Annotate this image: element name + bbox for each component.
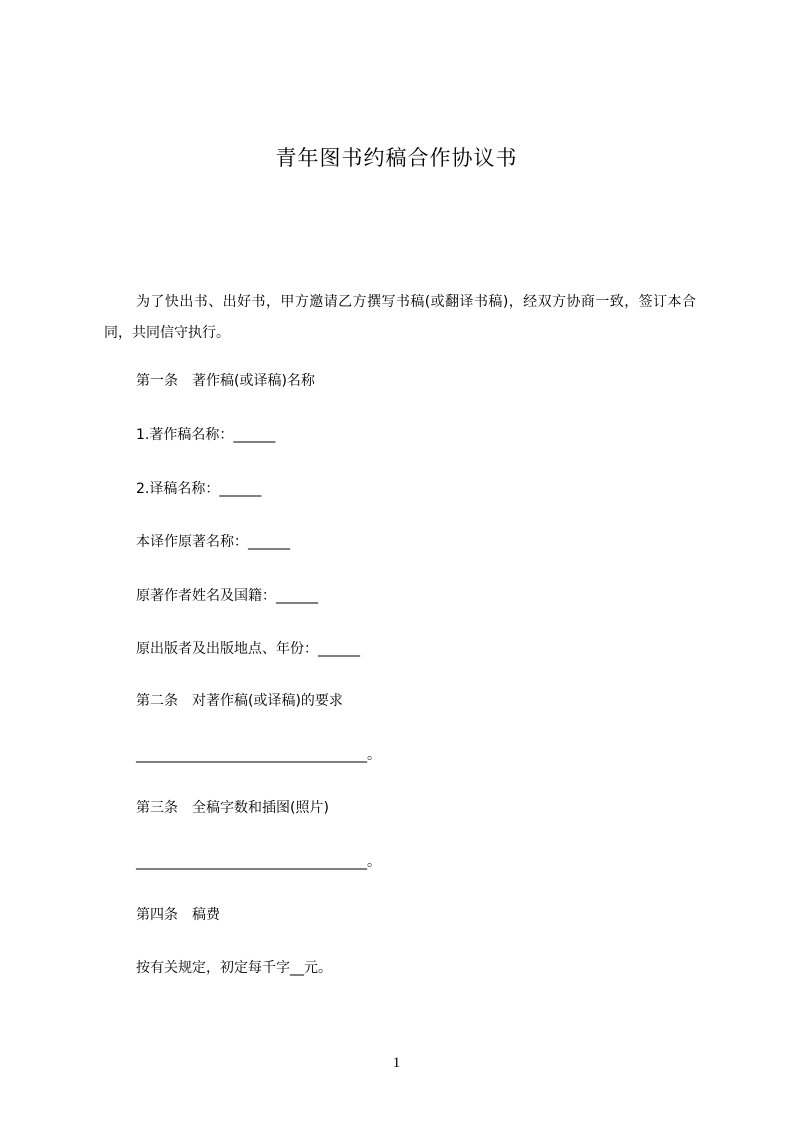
original-publisher-field: 原出版者及出版地点、年份：______: [136, 641, 360, 657]
translation-title-field: 2.译稿名称：______: [136, 481, 262, 497]
article-3-heading: 第三条 全稿字数和插图(照片): [136, 800, 329, 816]
fee-rate-line: 按有关规定，初定每千字__元。: [136, 960, 332, 976]
article-3-blank: _________________________________。: [136, 854, 381, 870]
intro-paragraph: 为了快出书、出好书，甲方邀请乙方撰写书稿(或翻译书稿)，经双方协商一致，签订本合同，共同信守执行。: [104, 294, 696, 341]
document-title: 青年图书约稿合作协议书: [275, 146, 518, 170]
article-4-heading: 第四条 稿费: [136, 907, 220, 923]
work-title-field: 1.著作稿名称：______: [136, 427, 276, 443]
page-number: 1: [392, 1055, 401, 1071]
original-title-field: 本译作原著名称：______: [136, 534, 290, 550]
article-2-blank: _________________________________。: [136, 747, 381, 763]
article-2-heading: 第二条 对著作稿(或译稿)的要求: [136, 693, 343, 709]
article-1-heading: 第一条 著作稿(或译稿)名称: [136, 373, 315, 389]
original-author-field: 原著作者姓名及国籍：______: [136, 588, 318, 604]
